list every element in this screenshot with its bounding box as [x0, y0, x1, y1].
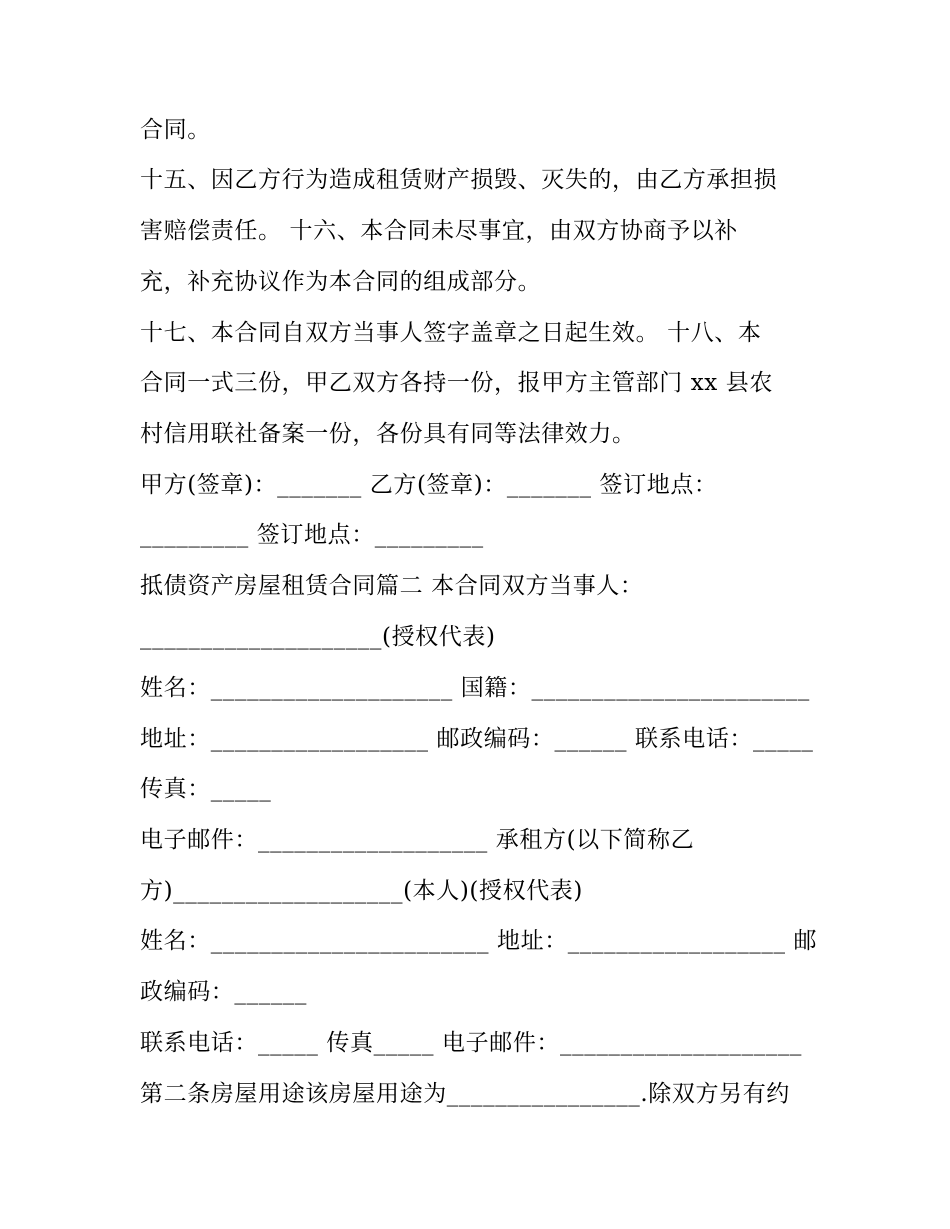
text-line: _________ 签订地点：_________ [140, 522, 484, 548]
text-line: 地址：__________________ 邮政编码：______ 联系电话：_____ [140, 726, 814, 752]
section-heading: 抵债资产房屋租赁合同篇二 本合同双方当事人： [140, 573, 644, 599]
text-line: 电子邮件：___________________ 承租方(以下简称乙 [140, 827, 695, 853]
text-line: 姓名：_______________________ 地址：__________________ 邮 [140, 928, 818, 954]
text-line: 甲方(签章)：_______ 乙方(签章)：_______ 签订地点： [140, 472, 718, 498]
text-line: 合同一式三份，甲乙双方各持一份，报甲方主管部门 xx 县农 [140, 370, 773, 396]
text-line: 政编码：______ [140, 979, 307, 1005]
text-line: 村信用联社备案一份，各份具有同等法律效力。 [140, 421, 636, 447]
text-line: 十五、因乙方行为造成租赁财产损毁、灭失的，由乙方承担损 [140, 167, 778, 193]
text-line: 姓名：____________________ 国籍：_______________________ [140, 675, 810, 701]
text-line: 充，补充协议作为本合同的组成部分。 [140, 269, 542, 295]
text-line: 第二条房屋用途该房屋用途为________________.除双方另有约 [140, 1081, 790, 1107]
text-line: 害赔偿责任。 十六、本合同未尽事宜，由双方协商予以补 [140, 218, 738, 244]
text-line: ____________________(授权代表) [140, 624, 496, 650]
text-line: 传真：_____ [140, 776, 272, 802]
text-line: 方)___________________(本人)(授权代表) [140, 878, 583, 904]
text-line: 十七、本合同自双方当事人签字盖章之日起生效。 十八、本 [140, 320, 762, 346]
text-line: 联系电话：_____ 传真_____ 电子邮件：____________________ [140, 1030, 803, 1056]
text-line: 合同。 [140, 117, 211, 143]
